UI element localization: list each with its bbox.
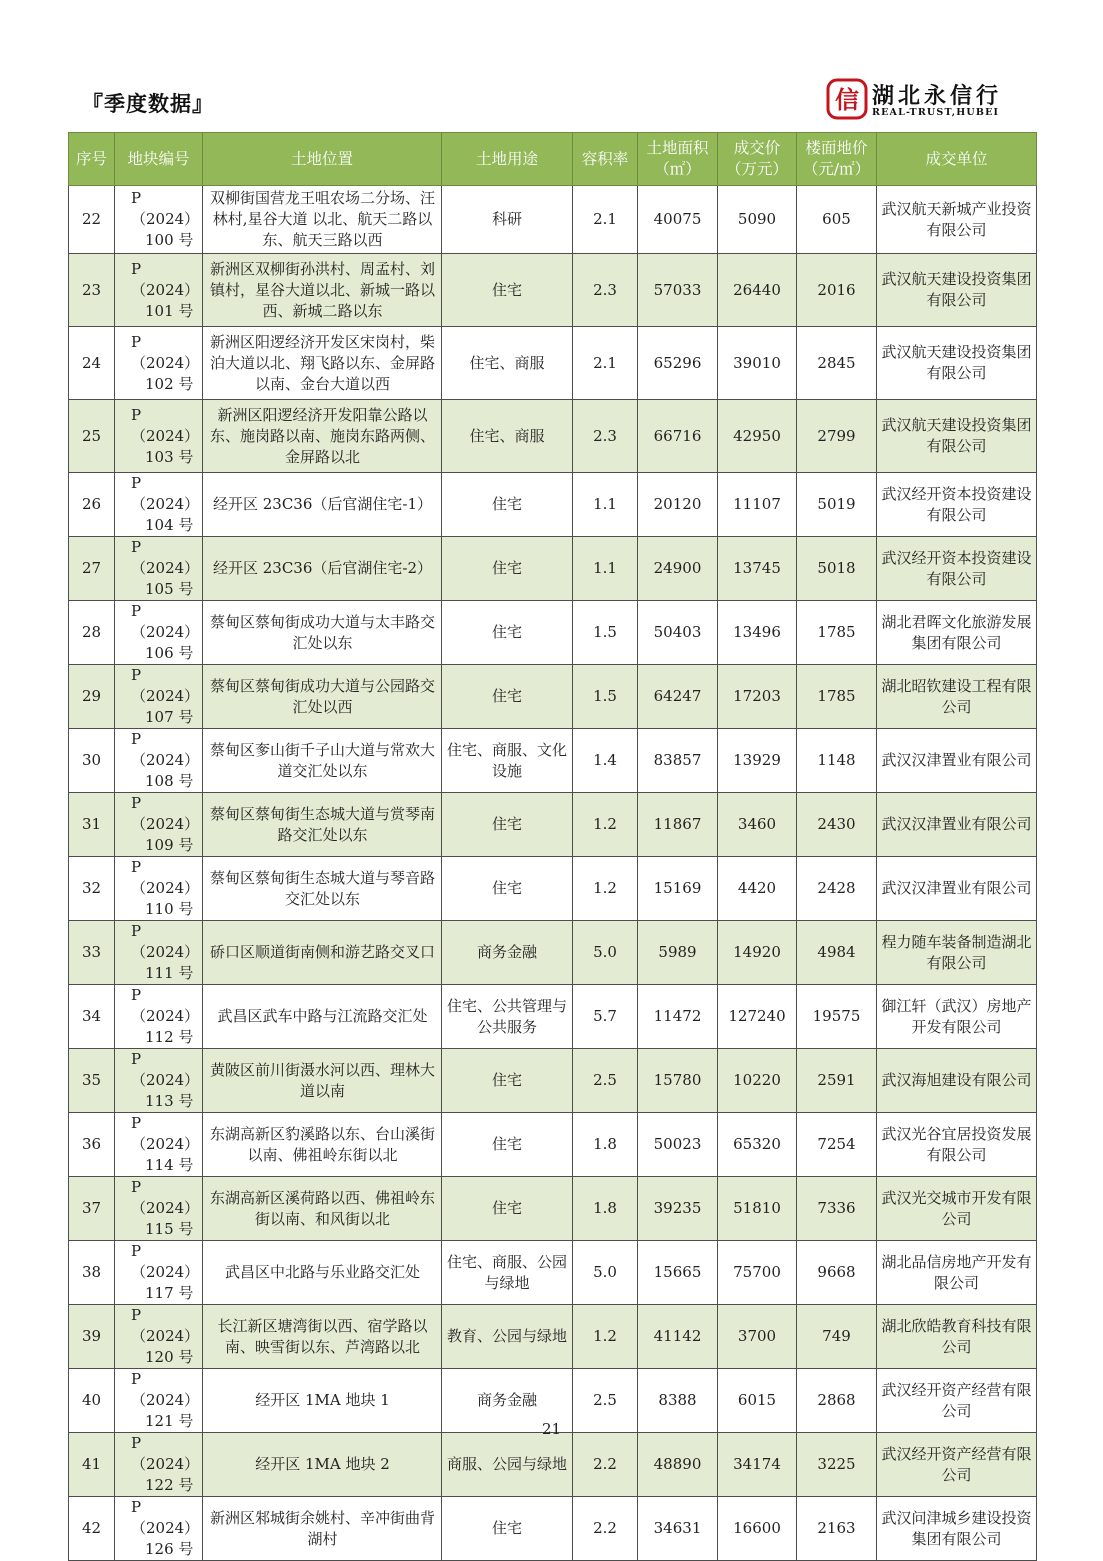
logo-seal-glyph: 信	[835, 86, 859, 114]
table-row	[69, 1497, 1037, 1561]
cell-area: 40075	[638, 186, 718, 254]
table-row	[69, 665, 1037, 729]
cell-floor-price: 9668	[797, 1241, 877, 1305]
cell-plot-id	[115, 665, 203, 729]
cell-price: 42950	[718, 400, 797, 473]
cell-plot-id-year: P（2024）	[131, 189, 200, 228]
cell-area: 8388	[638, 1369, 718, 1433]
cell-plot-id	[115, 1177, 203, 1241]
cell-no: 22	[69, 186, 115, 254]
cell-far: 2.1	[573, 186, 638, 254]
cell-buyer: 武汉航天建设投资集团有限公司	[877, 400, 1037, 473]
cell-plot-id-year: P（2024）	[131, 1370, 200, 1409]
table-row	[69, 400, 1037, 473]
cell-buyer: 武汉航天建设投资集团有限公司	[877, 327, 1037, 400]
cell-plot-id-year: P（2024）	[131, 332, 200, 372]
cell-floor-price: 2591	[797, 1049, 877, 1113]
cell-no: 36	[69, 1113, 115, 1177]
cell-plot-id-number: 104 号	[145, 516, 194, 534]
cell-price: 127240	[718, 985, 797, 1049]
cell-location: 蔡甸区蔡甸街生态城大道与赏琴南路交汇处以东	[203, 793, 442, 857]
table-row	[69, 1433, 1037, 1497]
cell-price: 65320	[718, 1113, 797, 1177]
cell-area: 34631	[638, 1497, 718, 1561]
cell-area: 15780	[638, 1049, 718, 1113]
table-row	[69, 327, 1037, 400]
cell-far: 5.0	[573, 1241, 638, 1305]
cell-plot-id	[115, 729, 203, 793]
cell-area: 57033	[638, 254, 718, 327]
cell-use: 教育、公园与绿地	[442, 1305, 573, 1369]
page-header	[68, 76, 1036, 126]
cell-use: 商务金融	[442, 1369, 573, 1433]
cell-use: 住宅、商服、公园与绿地	[442, 1241, 573, 1305]
cell-no: 31	[69, 793, 115, 857]
table-row	[69, 601, 1037, 665]
cell-plot-id	[115, 254, 203, 327]
section-title: 『季度数据』	[82, 92, 214, 116]
cell-use: 住宅	[442, 1113, 573, 1177]
cell-price: 39010	[718, 327, 797, 400]
cell-plot-id-year: P（2024）	[131, 1050, 200, 1089]
table-header-row	[69, 133, 1037, 186]
cell-plot-id-year: P（2024）	[131, 405, 200, 445]
cell-no: 27	[69, 537, 115, 601]
cell-far: 2.5	[573, 1049, 638, 1113]
cell-floor-price: 605	[797, 186, 877, 254]
cell-area: 50403	[638, 601, 718, 665]
table-body	[69, 186, 1037, 1561]
cell-floor-price: 3225	[797, 1433, 877, 1497]
table-row	[69, 1305, 1037, 1369]
cell-plot-id-year: P（2024）	[131, 602, 200, 641]
column-header-id: 地块编号	[115, 133, 203, 186]
cell-floor-price: 2016	[797, 254, 877, 327]
cell-area: 50023	[638, 1113, 718, 1177]
cell-buyer: 武汉经开资本投资建设有限公司	[877, 537, 1037, 601]
table-row	[69, 254, 1037, 327]
cell-buyer: 武汉汉津置业有限公司	[877, 729, 1037, 793]
cell-plot-id-number: 114 号	[145, 1156, 194, 1174]
cell-location: 东湖高新区豹溪路以东、台山溪街以南、佛祖岭东街以北	[203, 1113, 442, 1177]
table-row	[69, 857, 1037, 921]
cell-plot-id-year: P（2024）	[131, 730, 200, 769]
cell-buyer: 御江轩（武汉）房地产开发有限公司	[877, 985, 1037, 1049]
cell-floor-price: 2845	[797, 327, 877, 400]
cell-plot-id-year: P（2024）	[131, 259, 200, 299]
cell-price: 51810	[718, 1177, 797, 1241]
cell-plot-id	[115, 857, 203, 921]
cell-price: 4420	[718, 857, 797, 921]
cell-location: 经开区 23C36（后官湖住宅-2）	[203, 537, 442, 601]
cell-area: 24900	[638, 537, 718, 601]
column-header-floor-price: 楼面地价 （元/㎡）	[797, 133, 877, 186]
cell-buyer: 武汉经开资产经营有限公司	[877, 1433, 1037, 1497]
table-row	[69, 1049, 1037, 1113]
cell-far: 1.5	[573, 665, 638, 729]
cell-plot-id	[115, 1497, 203, 1561]
cell-plot-id	[115, 1049, 203, 1113]
cell-buyer: 武汉光交城市开发有限公司	[877, 1177, 1037, 1241]
cell-no: 25	[69, 400, 115, 473]
cell-location: 蔡甸区奓山街千子山大道与常欢大道交汇处以东	[203, 729, 442, 793]
cell-use: 住宅	[442, 537, 573, 601]
cell-plot-id-number: 113 号	[145, 1092, 194, 1110]
cell-use: 住宅	[442, 1177, 573, 1241]
cell-plot-id	[115, 1433, 203, 1497]
cell-plot-id-number: 107 号	[145, 708, 194, 726]
cell-price: 14920	[718, 921, 797, 985]
column-header-far: 容积率	[573, 133, 638, 186]
column-header-area: 土地面积 （㎡）	[638, 133, 718, 186]
cell-price: 3700	[718, 1305, 797, 1369]
cell-plot-id-year: P（2024）	[131, 474, 200, 513]
column-header-use: 土地用途	[442, 133, 573, 186]
cell-plot-id-year: P（2024）	[131, 858, 200, 897]
cell-plot-id-year: P（2024）	[131, 1498, 200, 1537]
table-row	[69, 985, 1037, 1049]
cell-buyer: 武汉光谷宜居投资发展有限公司	[877, 1113, 1037, 1177]
cell-use: 住宅、商服	[442, 327, 573, 400]
column-header-price: 成交价 （万元）	[718, 133, 797, 186]
cell-location: 武昌区武车中路与江流路交汇处	[203, 985, 442, 1049]
cell-price: 13496	[718, 601, 797, 665]
cell-plot-id-number: 100 号	[145, 231, 194, 249]
cell-plot-id-number: 112 号	[145, 1028, 194, 1046]
cell-far: 1.8	[573, 1177, 638, 1241]
cell-floor-price: 1785	[797, 601, 877, 665]
cell-buyer: 武汉航天建设投资集团有限公司	[877, 254, 1037, 327]
cell-far: 2.5	[573, 1369, 638, 1433]
cell-far: 2.3	[573, 400, 638, 473]
table-row	[69, 1113, 1037, 1177]
table-row	[69, 537, 1037, 601]
cell-plot-id-number: 101 号	[145, 301, 194, 320]
cell-use: 科研	[442, 186, 573, 254]
table-row	[69, 921, 1037, 985]
cell-buyer: 武汉汉津置业有限公司	[877, 857, 1037, 921]
cell-no: 26	[69, 473, 115, 537]
cell-area: 15665	[638, 1241, 718, 1305]
cell-area: 11867	[638, 793, 718, 857]
table-row	[69, 793, 1037, 857]
cell-use: 住宅	[442, 601, 573, 665]
land-transaction-table	[68, 132, 1037, 1561]
company-logo	[826, 76, 1026, 124]
cell-area: 65296	[638, 327, 718, 400]
cell-location: 新洲区阳逻经济开发区宋岗村，柴泊大道以北、翔飞路以东、金屏路以南、金台大道以西	[203, 327, 442, 400]
cell-no: 30	[69, 729, 115, 793]
cell-use: 住宅	[442, 1049, 573, 1113]
cell-plot-id-number: 126 号	[145, 1540, 194, 1558]
cell-use: 住宅	[442, 857, 573, 921]
cell-plot-id-year: P（2024）	[131, 794, 200, 833]
cell-plot-id	[115, 985, 203, 1049]
cell-area: 66716	[638, 400, 718, 473]
cell-floor-price: 2868	[797, 1369, 877, 1433]
column-header-buyer: 成交单位	[877, 133, 1037, 186]
cell-no: 37	[69, 1177, 115, 1241]
cell-plot-id	[115, 473, 203, 537]
cell-floor-price: 4984	[797, 921, 877, 985]
cell-no: 42	[69, 1497, 115, 1561]
cell-plot-id-year: P（2024）	[131, 1306, 200, 1345]
cell-plot-id	[115, 1305, 203, 1369]
cell-plot-id-number: 110 号	[145, 900, 194, 918]
cell-floor-price: 2428	[797, 857, 877, 921]
table-row	[69, 473, 1037, 537]
cell-use: 住宅	[442, 1497, 573, 1561]
cell-plot-id-number: 120 号	[145, 1348, 194, 1366]
cell-plot-id-number: 106 号	[145, 644, 194, 662]
cell-floor-price: 7336	[797, 1177, 877, 1241]
cell-area: 20120	[638, 473, 718, 537]
cell-plot-id-number: 102 号	[145, 374, 194, 393]
logo-seal-icon	[826, 78, 868, 120]
cell-price: 17203	[718, 665, 797, 729]
cell-area: 64247	[638, 665, 718, 729]
cell-no: 41	[69, 1433, 115, 1497]
column-header-no: 序号	[69, 133, 115, 186]
logo-english-name: REAL-TRUST,HUBEI	[872, 107, 1000, 118]
cell-floor-price: 1148	[797, 729, 877, 793]
cell-no: 38	[69, 1241, 115, 1305]
cell-price: 13745	[718, 537, 797, 601]
cell-floor-price: 5019	[797, 473, 877, 537]
cell-buyer: 湖北欣皓教育科技有限公司	[877, 1305, 1037, 1369]
cell-plot-id	[115, 601, 203, 665]
cell-buyer: 湖北品信房地产开发有限公司	[877, 1241, 1037, 1305]
cell-no: 23	[69, 254, 115, 327]
cell-location: 新洲区阳逻经济开发阳靠公路以东、施岗路以南、施岗东路两侧、金屏路以北	[203, 400, 442, 473]
cell-buyer: 武汉经开资本投资建设有限公司	[877, 473, 1037, 537]
cell-price: 11107	[718, 473, 797, 537]
cell-use: 住宅	[442, 473, 573, 537]
cell-price: 75700	[718, 1241, 797, 1305]
cell-use: 住宅、商服、文化设施	[442, 729, 573, 793]
cell-plot-id	[115, 1113, 203, 1177]
cell-use: 住宅、商服	[442, 400, 573, 473]
cell-use: 商务金融	[442, 921, 573, 985]
cell-buyer: 武汉问津城乡建设投资集团有限公司	[877, 1497, 1037, 1561]
cell-location: 新洲区双柳街孙洪村、周孟村、刘镇村，星谷大道以北、新城一路以西、新城二路以东	[203, 254, 442, 327]
cell-plot-id-year: P（2024）	[131, 922, 200, 961]
cell-plot-id-year: P（2024）	[131, 986, 200, 1025]
cell-far: 5.7	[573, 985, 638, 1049]
cell-location: 蔡甸区蔡甸街生态城大道与琴音路交汇处以东	[203, 857, 442, 921]
cell-buyer: 武汉经开资产经营有限公司	[877, 1369, 1037, 1433]
table-row	[69, 186, 1037, 254]
cell-location: 经开区 1MA 地块 1	[203, 1369, 442, 1433]
cell-plot-id-year: P（2024）	[131, 538, 200, 577]
cell-far: 2.1	[573, 327, 638, 400]
cell-far: 2.3	[573, 254, 638, 327]
cell-plot-id-number: 108 号	[145, 772, 194, 790]
cell-far: 1.2	[573, 857, 638, 921]
cell-plot-id-number: 103 号	[145, 447, 194, 466]
cell-location: 经开区 1MA 地块 2	[203, 1433, 442, 1497]
cell-plot-id	[115, 537, 203, 601]
cell-far: 1.4	[573, 729, 638, 793]
cell-floor-price: 7254	[797, 1113, 877, 1177]
cell-no: 34	[69, 985, 115, 1049]
column-header-location: 土地位置	[203, 133, 442, 186]
cell-plot-id-number: 121 号	[145, 1412, 194, 1430]
table-row	[69, 1241, 1037, 1305]
cell-use: 住宅	[442, 254, 573, 327]
cell-no: 24	[69, 327, 115, 400]
cell-location: 东湖高新区溪荷路以西、佛祖岭东街以南、和风街以北	[203, 1177, 442, 1241]
cell-price: 10220	[718, 1049, 797, 1113]
cell-price: 34174	[718, 1433, 797, 1497]
cell-plot-id	[115, 327, 203, 400]
cell-location: 长江新区塘湾街以西、宿学路以南、映雪街以东、芦湾路以北	[203, 1305, 442, 1369]
cell-plot-id-year: P（2024）	[131, 1178, 200, 1217]
cell-use: 住宅	[442, 665, 573, 729]
cell-no: 40	[69, 1369, 115, 1433]
cell-location: 蔡甸区蔡甸街成功大道与公园路交汇处以西	[203, 665, 442, 729]
cell-area: 11472	[638, 985, 718, 1049]
cell-use: 住宅、公共管理与公共服务	[442, 985, 573, 1049]
cell-plot-id-number: 109 号	[145, 836, 194, 854]
cell-buyer: 武汉汉津置业有限公司	[877, 793, 1037, 857]
cell-far: 5.0	[573, 921, 638, 985]
cell-buyer: 湖北君晖文化旅游发展集团有限公司	[877, 601, 1037, 665]
cell-far: 1.2	[573, 1305, 638, 1369]
cell-location: 武昌区中北路与乐业路交汇处	[203, 1241, 442, 1305]
cell-location: 双柳街国营龙王咀农场二分场、汪林村,星谷大道 以北、航天二路以东、航天三路以西	[203, 186, 442, 254]
cell-price: 6015	[718, 1369, 797, 1433]
table-row	[69, 1177, 1037, 1241]
cell-plot-id-year: P（2024）	[131, 1242, 200, 1281]
cell-floor-price: 19575	[797, 985, 877, 1049]
cell-location: 经开区 23C36（后官湖住宅-1）	[203, 473, 442, 537]
table-row	[69, 729, 1037, 793]
cell-plot-id-year: P（2024）	[131, 1114, 200, 1153]
cell-no: 29	[69, 665, 115, 729]
cell-buyer: 武汉航天新城产业投资有限公司	[877, 186, 1037, 254]
cell-far: 2.2	[573, 1433, 638, 1497]
cell-buyer: 武汉海旭建设有限公司	[877, 1049, 1037, 1113]
cell-price: 5090	[718, 186, 797, 254]
cell-floor-price: 2163	[797, 1497, 877, 1561]
cell-plot-id	[115, 921, 203, 985]
cell-no: 39	[69, 1305, 115, 1369]
cell-use: 商服、公园与绿地	[442, 1433, 573, 1497]
cell-price: 3460	[718, 793, 797, 857]
cell-far: 1.1	[573, 537, 638, 601]
cell-plot-id	[115, 793, 203, 857]
cell-plot-id	[115, 186, 203, 254]
cell-no: 35	[69, 1049, 115, 1113]
cell-location: 新洲区邾城街余姚村、辛冲街曲背湖村	[203, 1497, 442, 1561]
cell-far: 1.1	[573, 473, 638, 537]
cell-floor-price: 2430	[797, 793, 877, 857]
cell-far: 1.8	[573, 1113, 638, 1177]
cell-plot-id-number: 105 号	[145, 580, 194, 598]
cell-buyer: 程力随车装备制造湖北有限公司	[877, 921, 1037, 985]
cell-floor-price: 749	[797, 1305, 877, 1369]
cell-plot-id-number: 111 号	[145, 964, 194, 982]
cell-plot-id-year: P（2024）	[131, 1434, 200, 1473]
cell-floor-price: 2799	[797, 400, 877, 473]
cell-far: 1.2	[573, 793, 638, 857]
cell-plot-id-number: 117 号	[145, 1284, 194, 1302]
cell-location: 蔡甸区蔡甸街成功大道与太丰路交汇处以东	[203, 601, 442, 665]
cell-plot-id-number: 122 号	[145, 1476, 194, 1494]
cell-area: 15169	[638, 857, 718, 921]
cell-location: 黄陂区前川街滠水河以西、理林大道以南	[203, 1049, 442, 1113]
page-number: 21	[541, 1420, 562, 1438]
cell-location: 硚口区顺道街南侧和游艺路交叉口	[203, 921, 442, 985]
cell-no: 32	[69, 857, 115, 921]
cell-price: 13929	[718, 729, 797, 793]
cell-use: 住宅	[442, 793, 573, 857]
cell-price: 26440	[718, 254, 797, 327]
cell-no: 28	[69, 601, 115, 665]
cell-area: 48890	[638, 1433, 718, 1497]
cell-area: 5989	[638, 921, 718, 985]
cell-far: 2.2	[573, 1497, 638, 1561]
cell-plot-id	[115, 400, 203, 473]
logo-chinese-name: 湖北永信行	[872, 84, 1003, 109]
cell-no: 33	[69, 921, 115, 985]
cell-plot-id-year: P（2024）	[131, 666, 200, 705]
cell-area: 39235	[638, 1177, 718, 1241]
cell-buyer: 湖北昭钦建设工程有限公司	[877, 665, 1037, 729]
cell-floor-price: 1785	[797, 665, 877, 729]
cell-area: 83857	[638, 729, 718, 793]
cell-plot-id-number: 115 号	[145, 1220, 194, 1238]
cell-price: 16600	[718, 1497, 797, 1561]
cell-area: 41142	[638, 1305, 718, 1369]
cell-plot-id	[115, 1241, 203, 1305]
cell-floor-price: 5018	[797, 537, 877, 601]
cell-far: 1.5	[573, 601, 638, 665]
